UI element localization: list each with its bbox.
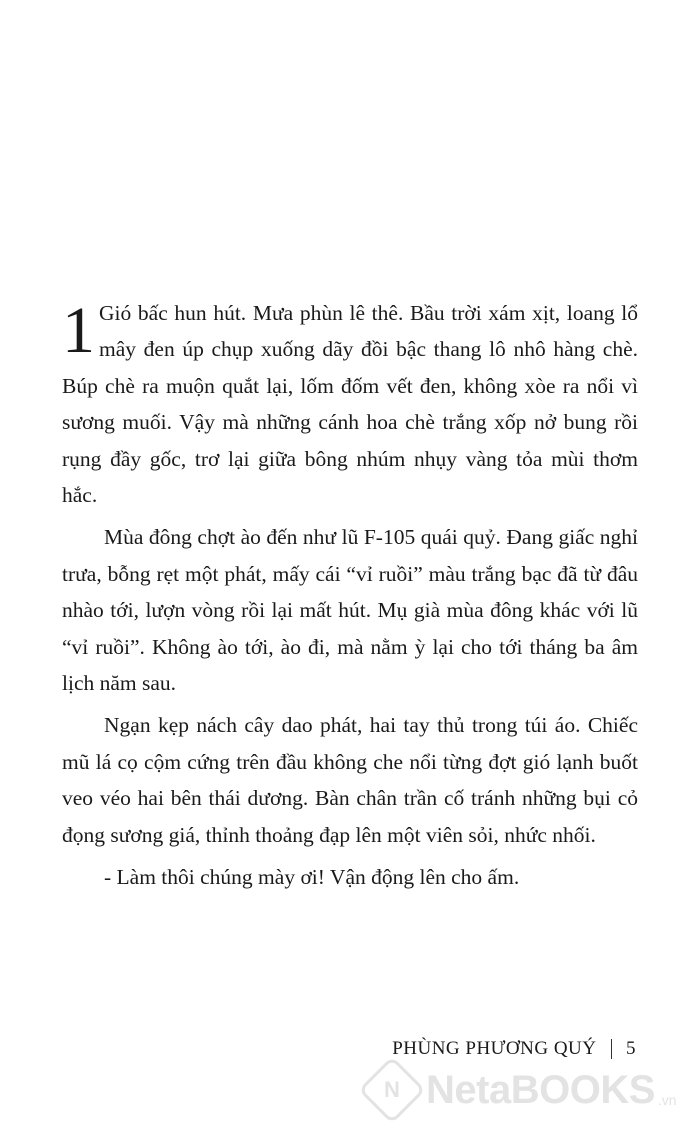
watermark-suffix: .vn <box>657 1092 677 1108</box>
netabooks-logo-icon: N <box>358 1056 426 1124</box>
paragraph-3: Ngạn kẹp nách cây dao phát, hai tay thủ trong túi áo. Chiếc mũ lá cọ cộm cứng trên đầu không che nổi từng đợt gió lạnh buốt veo véo hai bên thái dương. Bàn chân trần cố tránh những bụi cỏ đọng sương giá, thỉnh thoảng đạp lên một viên sỏi, nhức nhối. <box>62 713 638 847</box>
paragraph-1 <box>62 295 638 513</box>
footer-separator <box>611 1039 613 1059</box>
watermark-text: NetaBOOKS <box>426 1067 655 1112</box>
paragraph-1-text: Gió bấc hun hút. Mưa phùn lê thê. Bầu trời xám xịt, loang lổ mây đen úp chụp xuống dãy đồi bậc thang lô nhô hàng chè. Búp chè ra muộn quắt lại, lốm đốm vết đen, không xòe ra nổi vì sương muối. Vậy mà những cánh hoa chè trắng xốp nở bung rồi rụng đầy gốc, trơ lại giữa bông nhúm nhụy vàng tỏa mùi thơm hắc. <box>62 301 638 508</box>
chapter-number: 1 <box>62 294 95 367</box>
chapter-body <box>62 295 638 902</box>
paragraph-4: - Làm thôi chúng mày ơi! Vận động lên cho ấm. <box>104 865 520 890</box>
watermark <box>368 1066 677 1114</box>
page-number: 5 <box>626 1038 636 1059</box>
running-footer <box>392 1038 636 1060</box>
footer-author: PHÙNG PHƯƠNG QUÝ <box>392 1038 597 1059</box>
paragraph-2: Mùa đông chợt ào đến như lũ F-105 quái quỷ. Đang giấc nghỉ trưa, bỗng rẹt một phát, mấy cái “vỉ ruồi” màu trắng bạc đã từ đâu nhào tới, lượn vòng rồi lại mất hút. Mụ già mùa đông khác với lũ “vỉ ruồi”. Không ào tới, ào đi, mà nằm ỳ lại cho tới tháng ba âm lịch năm sau. <box>62 525 638 696</box>
